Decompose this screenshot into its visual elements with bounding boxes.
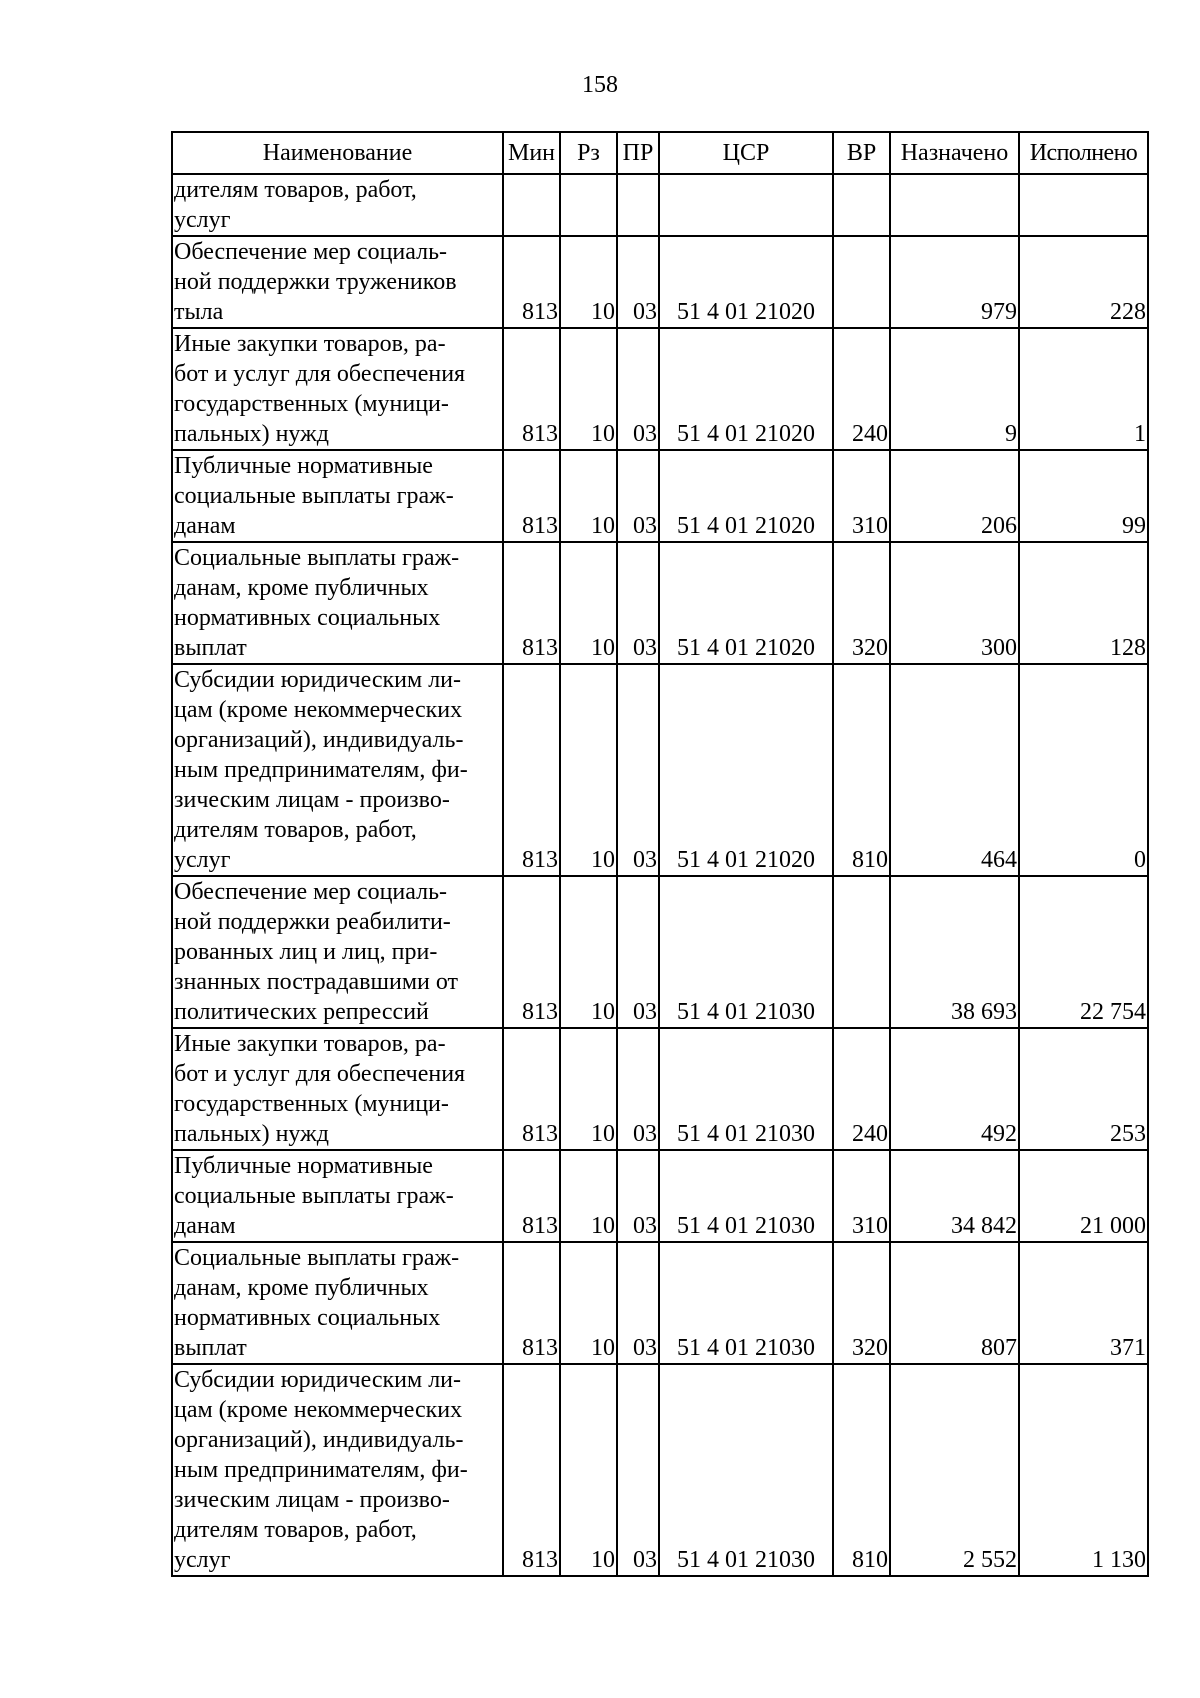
cell-rz: 10	[560, 876, 617, 1028]
cell-assigned: 9	[890, 328, 1019, 450]
table-row	[172, 236, 1148, 328]
cell-executed: 1	[1019, 328, 1148, 450]
cell-min: 813	[503, 1150, 560, 1242]
header-pr: ПР	[617, 132, 659, 174]
cell-assigned: 979	[890, 236, 1019, 328]
cell-min: 813	[503, 328, 560, 450]
header-assigned: Назначено	[890, 132, 1019, 174]
cell-min	[503, 174, 560, 236]
table-row	[172, 1242, 1148, 1364]
cell-name: Публичные нормативные социальные выплаты граж- данам	[172, 450, 503, 542]
cell-executed: 253	[1019, 1028, 1148, 1150]
cell-name: Субсидии юридическим ли- цам (кроме некоммерческих организаций), индивидуаль- ным предпринимателям, фи- зическим лицам - произво- дителям товаров, работ, услуг	[172, 1364, 503, 1576]
cell-name: дителям товаров, работ, услуг	[172, 174, 503, 236]
cell-min: 813	[503, 1364, 560, 1576]
cell-csr: 51 4 01 21020	[659, 236, 833, 328]
cell-pr	[617, 174, 659, 236]
header-executed: Исполнено	[1019, 132, 1148, 174]
table-row	[172, 174, 1148, 236]
cell-vr: 810	[833, 1364, 890, 1576]
cell-executed	[1019, 174, 1148, 236]
cell-min: 813	[503, 1028, 560, 1150]
cell-vr: 310	[833, 1150, 890, 1242]
cell-csr: 51 4 01 21030	[659, 1242, 833, 1364]
budget-table	[171, 131, 1149, 1577]
header-csr: ЦСР	[659, 132, 833, 174]
cell-vr: 310	[833, 450, 890, 542]
cell-executed: 371	[1019, 1242, 1148, 1364]
table-row	[172, 1364, 1148, 1576]
cell-vr: 810	[833, 664, 890, 876]
cell-rz: 10	[560, 328, 617, 450]
cell-assigned: 492	[890, 1028, 1019, 1150]
table-row	[172, 542, 1148, 664]
cell-assigned: 34 842	[890, 1150, 1019, 1242]
cell-vr: 240	[833, 328, 890, 450]
cell-pr: 03	[617, 236, 659, 328]
cell-assigned: 38 693	[890, 876, 1019, 1028]
cell-csr: 51 4 01 21030	[659, 1364, 833, 1576]
header-rz: Рз	[560, 132, 617, 174]
cell-name: Иные закупки товаров, ра- бот и услуг для обеспечения государственных (муници- пальных) нужд	[172, 1028, 503, 1150]
cell-name: Социальные выплаты граж- данам, кроме публичных нормативных социальных выплат	[172, 542, 503, 664]
cell-csr: 51 4 01 21030	[659, 876, 833, 1028]
cell-executed: 0	[1019, 664, 1148, 876]
cell-name: Иные закупки товаров, ра- бот и услуг для обеспечения государственных (муници- пальных) нужд	[172, 328, 503, 450]
cell-rz: 10	[560, 1364, 617, 1576]
cell-min: 813	[503, 1242, 560, 1364]
cell-rz: 10	[560, 664, 617, 876]
cell-vr: 320	[833, 542, 890, 664]
cell-name: Социальные выплаты граж- данам, кроме публичных нормативных социальных выплат	[172, 1242, 503, 1364]
cell-name: Субсидии юридическим ли- цам (кроме некоммерческих организаций), индивидуаль- ным предпринимателям, фи- зическим лицам - произво- дителям товаров, работ, услуг	[172, 664, 503, 876]
cell-vr	[833, 236, 890, 328]
cell-pr: 03	[617, 1028, 659, 1150]
cell-name: Обеспечение мер социаль- ной поддержки реабилити- рованных лиц и лиц, при- знанных пострадавшими от политических репрессий	[172, 876, 503, 1028]
cell-rz	[560, 174, 617, 236]
cell-assigned: 206	[890, 450, 1019, 542]
header-vr: ВР	[833, 132, 890, 174]
table-row	[172, 450, 1148, 542]
header-row	[172, 132, 1148, 174]
cell-assigned: 2 552	[890, 1364, 1019, 1576]
cell-name: Публичные нормативные социальные выплаты граж- данам	[172, 1150, 503, 1242]
cell-pr: 03	[617, 542, 659, 664]
page-number: 158	[582, 72, 618, 98]
table-row	[172, 1028, 1148, 1150]
cell-pr: 03	[617, 1242, 659, 1364]
table-row	[172, 328, 1148, 450]
cell-executed: 1 130	[1019, 1364, 1148, 1576]
cell-assigned: 807	[890, 1242, 1019, 1364]
cell-executed: 22 754	[1019, 876, 1148, 1028]
cell-min: 813	[503, 450, 560, 542]
cell-pr: 03	[617, 450, 659, 542]
header-min: Мин	[503, 132, 560, 174]
cell-pr: 03	[617, 328, 659, 450]
table-body	[172, 174, 1148, 1576]
cell-vr: 320	[833, 1242, 890, 1364]
cell-rz: 10	[560, 1242, 617, 1364]
cell-csr: 51 4 01 21030	[659, 1028, 833, 1150]
cell-min: 813	[503, 876, 560, 1028]
cell-assigned: 300	[890, 542, 1019, 664]
cell-assigned	[890, 174, 1019, 236]
cell-rz: 10	[560, 450, 617, 542]
cell-vr: 240	[833, 1028, 890, 1150]
cell-min: 813	[503, 236, 560, 328]
cell-rz: 10	[560, 236, 617, 328]
cell-csr: 51 4 01 21030	[659, 1150, 833, 1242]
cell-csr: 51 4 01 21020	[659, 328, 833, 450]
cell-pr: 03	[617, 1150, 659, 1242]
cell-executed: 99	[1019, 450, 1148, 542]
cell-rz: 10	[560, 1028, 617, 1150]
table-header	[172, 132, 1148, 174]
cell-vr	[833, 174, 890, 236]
cell-min: 813	[503, 664, 560, 876]
table-row	[172, 1150, 1148, 1242]
cell-pr: 03	[617, 876, 659, 1028]
cell-csr: 51 4 01 21020	[659, 450, 833, 542]
cell-rz: 10	[560, 542, 617, 664]
header-name: Наименование	[172, 132, 503, 174]
cell-executed: 228	[1019, 236, 1148, 328]
cell-executed: 21 000	[1019, 1150, 1148, 1242]
cell-pr: 03	[617, 1364, 659, 1576]
cell-rz: 10	[560, 1150, 617, 1242]
cell-pr: 03	[617, 664, 659, 876]
cell-csr	[659, 174, 833, 236]
table-row	[172, 876, 1148, 1028]
cell-executed: 128	[1019, 542, 1148, 664]
cell-csr: 51 4 01 21020	[659, 664, 833, 876]
cell-min: 813	[503, 542, 560, 664]
cell-vr	[833, 876, 890, 1028]
cell-name: Обеспечение мер социаль- ной поддержки тружеников тыла	[172, 236, 503, 328]
cell-csr: 51 4 01 21020	[659, 542, 833, 664]
table-row	[172, 664, 1148, 876]
cell-assigned: 464	[890, 664, 1019, 876]
